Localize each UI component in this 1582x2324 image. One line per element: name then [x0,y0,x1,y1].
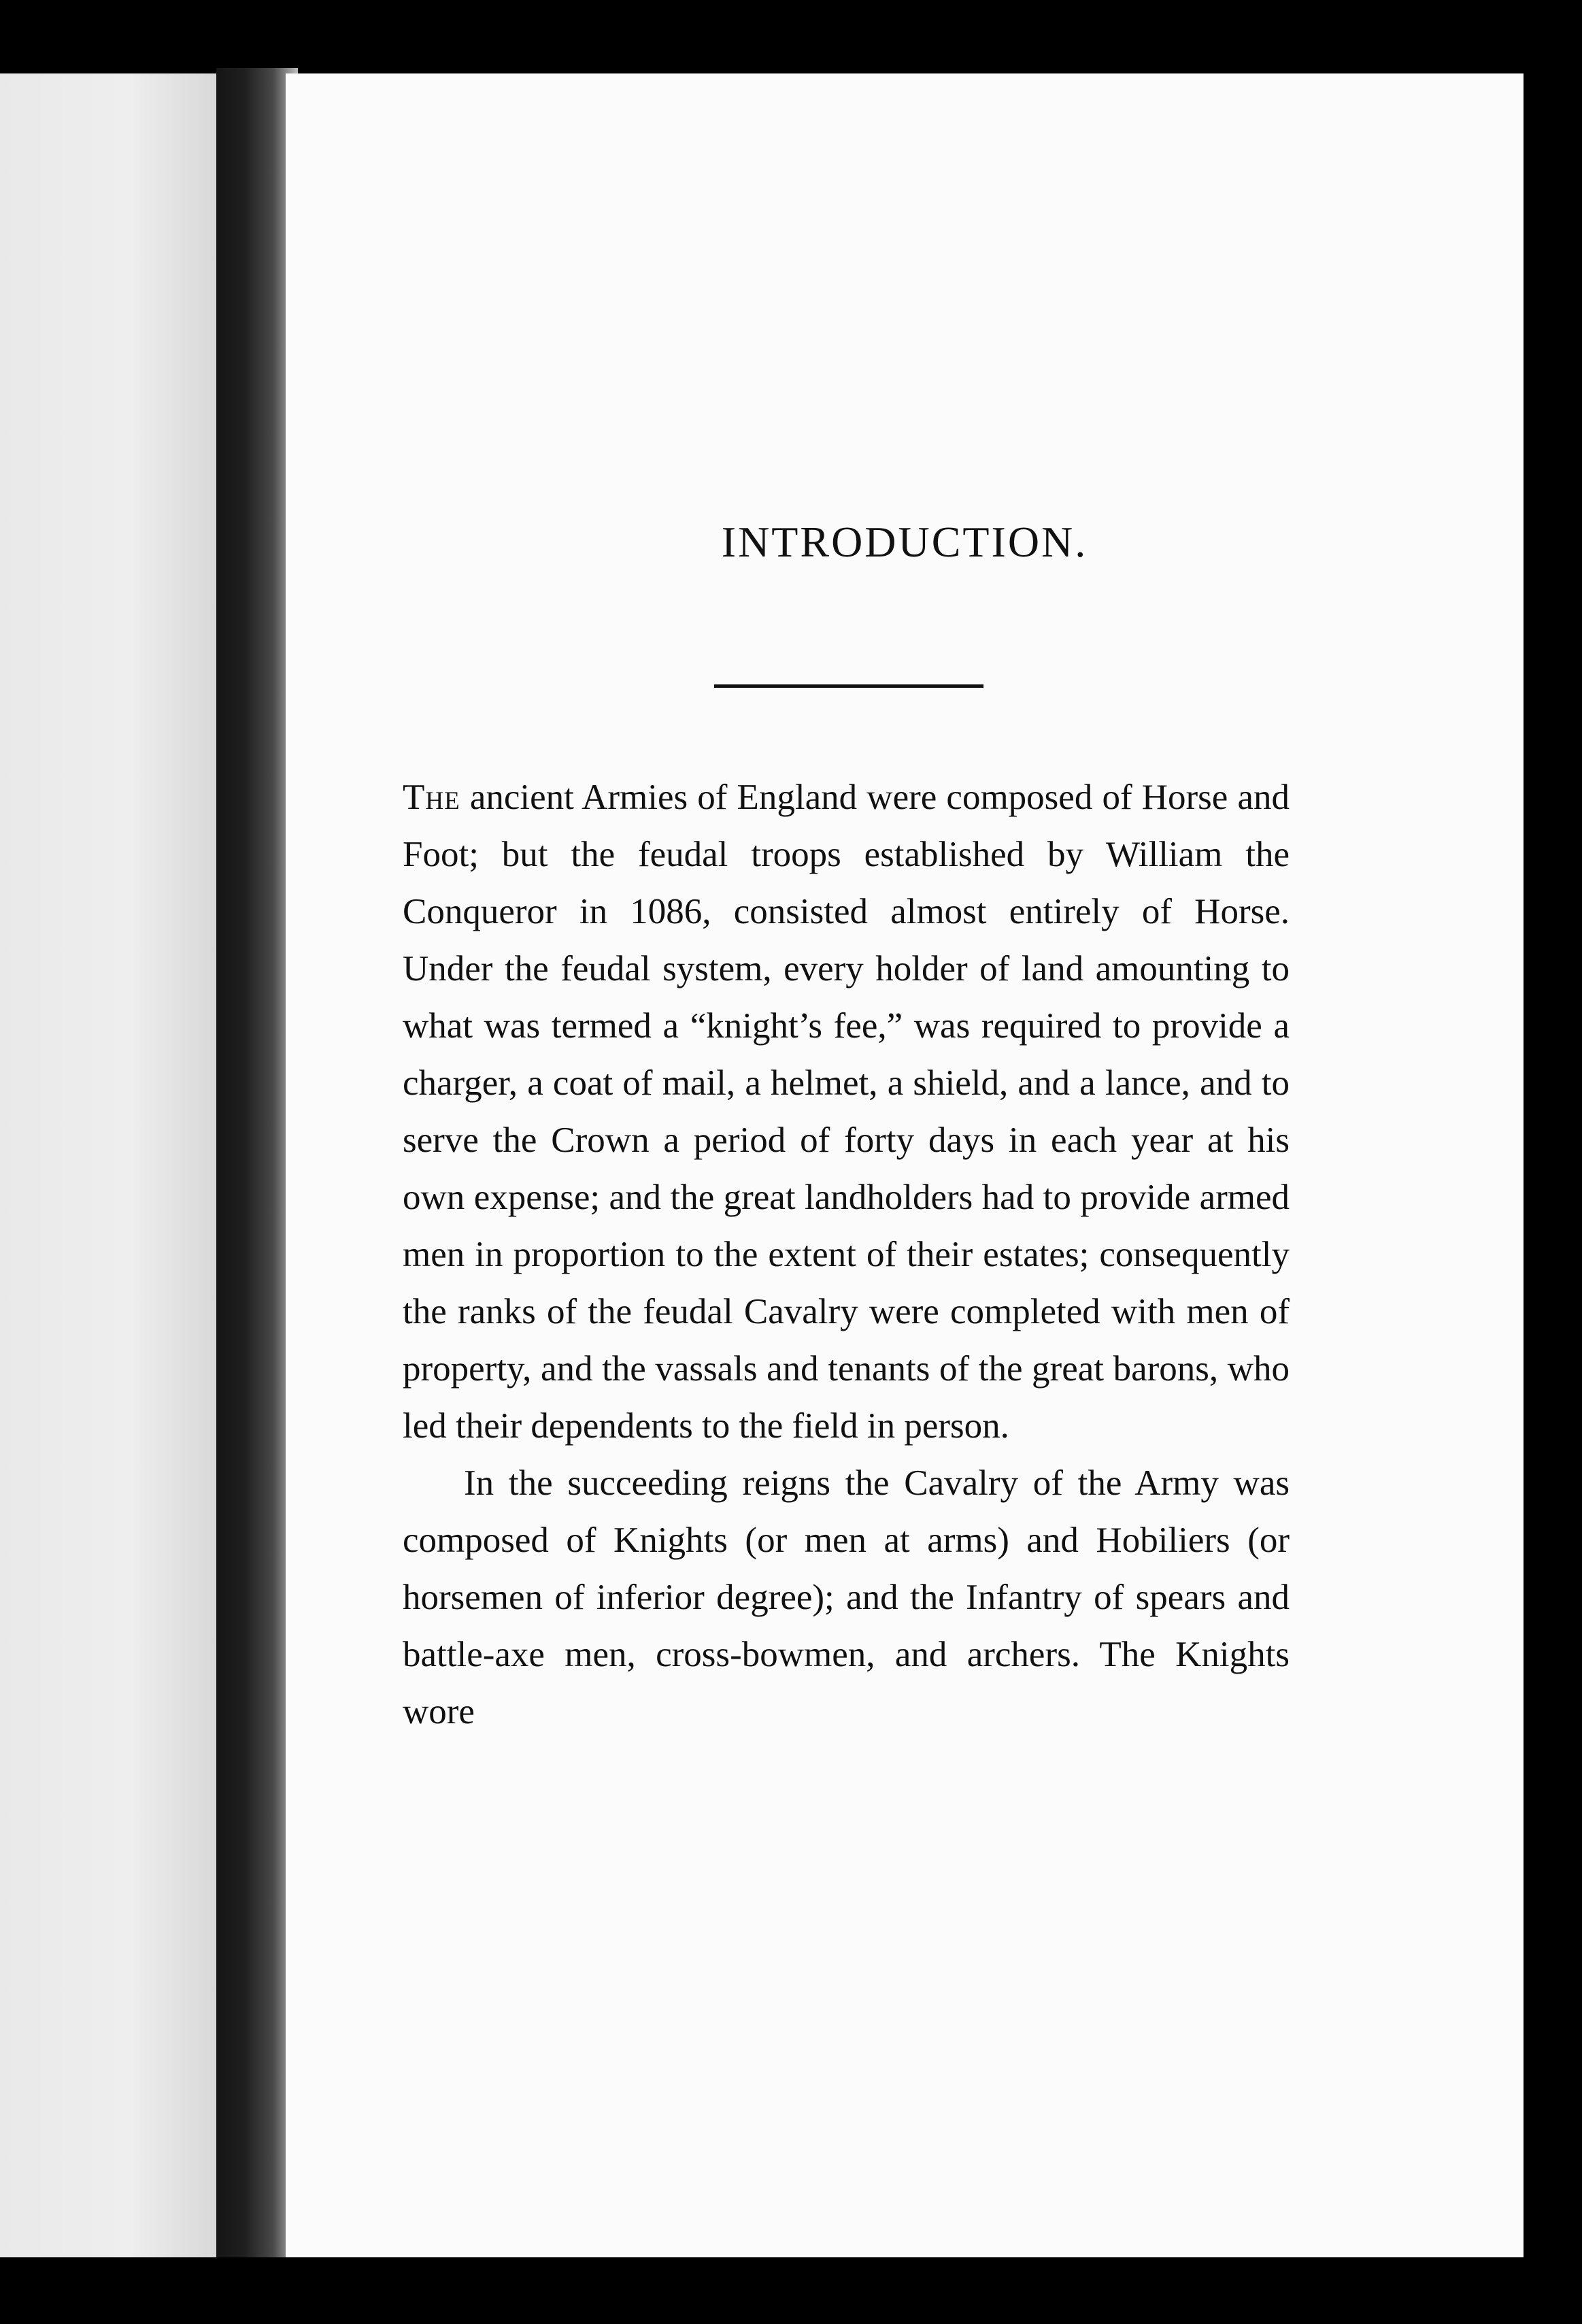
left-page-edge [0,73,216,2257]
paragraph-1-lead-word: The [403,778,460,817]
page-title: INTRODUCTION. [721,518,1088,566]
scan-border-right [1524,68,1582,2324]
paragraph-2 [403,1455,1290,1740]
paragraph-2-text: In the succeeding reigns the Cavalry of the Army was composed of Knights (or men at arms) and Hobiliers (or horsemen of inferior degree); and the Infantry of spears and battle-axe men, cross-bowmen, and archers. The Knights wore [403,1463,1290,1731]
paragraph-1 [403,769,1290,1455]
title-divider-rule [714,684,983,688]
body-text [403,769,1290,1740]
paragraph-1-text: ancient Armies of England were composed of Horse and Foot; but the feudal troops established by William the Conqueror in 1086, consisted almost entirely of Horse. Under the feudal system, every holder of land amounting to what was termed a “knight’s fee,” was required to provide a charger, a coat of mail, a helmet, a shield, and a lance, and to serve the Crown a period of forty days in each year at his own expense; and the great landholders had to provide armed men in proportion to the extent of their estates; consequently the ranks of the feudal Cavalry were completed with men of property, and the vassals and tenants of the great barons, who led their dependents to the field in person. [403,778,1290,1446]
scan-border-bottom [0,2257,1582,2324]
